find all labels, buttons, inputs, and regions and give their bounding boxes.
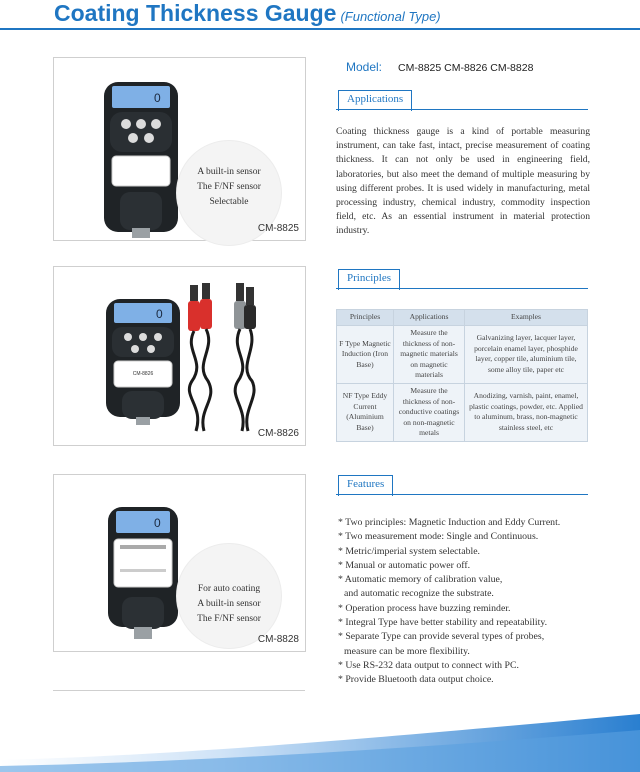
bottom-wave-decoration — [0, 700, 640, 772]
list-item: * Two principles: Magnetic Induction and Eddy Current. — [338, 517, 561, 528]
table-header-row — [337, 310, 588, 326]
features-heading-label: Features — [338, 475, 393, 496]
header-rule — [0, 28, 640, 30]
circle-caption: For auto coating A built-in sensor The F/NF sensor — [197, 584, 261, 624]
principles-heading-label: Principles — [338, 269, 400, 290]
product-card-cm8825 — [53, 57, 306, 241]
model-label: CM-8825 — [257, 223, 299, 234]
principles-table — [336, 309, 588, 442]
list-item: * Manual or automatic power off. — [338, 559, 471, 571]
bottom-divider — [53, 690, 305, 691]
list-item: * Separate Type can provide several types of probes, measure can be more flexibility. — [338, 631, 545, 657]
table-cell: Measure the thickness of non-conductive coatings on non-magnetic metals — [394, 383, 465, 441]
list-item: * Two measurement mode: Single and Continuous. — [338, 531, 539, 543]
table-row — [337, 383, 588, 441]
list-item: * Operation process have buzzing reminder. — [338, 602, 511, 614]
product-card-cm8828 — [53, 474, 306, 652]
table-cell: NF Type Eddy Current (Aluminium Base) — [337, 383, 394, 441]
model-label: CM-8828 — [257, 634, 299, 645]
model-line-label: Model: — [346, 60, 383, 74]
device-face-label: CM-8826 — [132, 371, 154, 377]
gauge-device-image — [104, 297, 182, 447]
applications-heading-label: Applications — [338, 90, 412, 111]
probe-cables-image — [182, 281, 262, 441]
gauge-device-image — [106, 505, 180, 651]
table-cell: Anodizing, varnish, paint, enamel, plastic coatings, powder, etc. Applied to aluminum, brass, non-magnetic stainless steel, etc — [465, 383, 588, 441]
table-cell: Measure the thickness of non-magnetic materials on magnetic materials — [394, 326, 465, 384]
page-subtitle: (Functional Type) — [340, 9, 441, 24]
model-line-values: CM-8825 CM-8826 CM-8828 — [398, 62, 534, 74]
table-cell: Galvanizing layer, lacquer layer, porcelain enamel layer, phosphide layer, copper tile, aluminium tile, some alloy tile, paper etc — [465, 326, 588, 384]
list-item: * Integral Type have better stability and repeatability. — [338, 617, 548, 629]
gauge-device-image — [102, 80, 180, 240]
features-list — [338, 516, 598, 688]
circle-caption: A built-in sensor The F/NF sensor Selectable — [197, 167, 261, 207]
table-header-cell: Principles — [337, 310, 394, 326]
list-item: * Use RS-232 data output to connect with PC. — [338, 659, 519, 671]
screen-reading: 0 — [154, 516, 161, 530]
table-header-cell: Applications — [394, 310, 465, 326]
table-header-cell: Examples — [465, 310, 588, 326]
table-cell: F Type Magnetic Induction (Iron Base) — [337, 326, 394, 384]
list-item: * Provide Bluetooth data output choice. — [338, 674, 494, 686]
list-item: * Metric/imperial system selectable. — [338, 545, 481, 557]
screen-reading: 0 — [156, 307, 163, 321]
applications-text: Coating thickness gauge is a kind of portable measuring instrument, can take fast, intact, precise measurement of coating thickness. It can not only be used in engineering field, laboratories, but also meet the demand of multiple measuring by using different probes. It is used widely in manufacturing, metal processing industry, chemical industry, commodity inspection field, etc. As an essential instrument in material protection industry. — [336, 126, 590, 237]
model-line — [346, 60, 533, 74]
table-row — [337, 326, 588, 384]
list-item: * Automatic memory of calibration value, and automatic recognize the substrate. — [338, 574, 503, 600]
page-title-main: Coating Thickness Gauge — [54, 0, 337, 26]
page-title — [54, 0, 441, 27]
model-label: CM-8826 — [257, 428, 299, 439]
screen-reading: 0 — [154, 91, 161, 105]
product-card-cm8826 — [53, 266, 306, 446]
